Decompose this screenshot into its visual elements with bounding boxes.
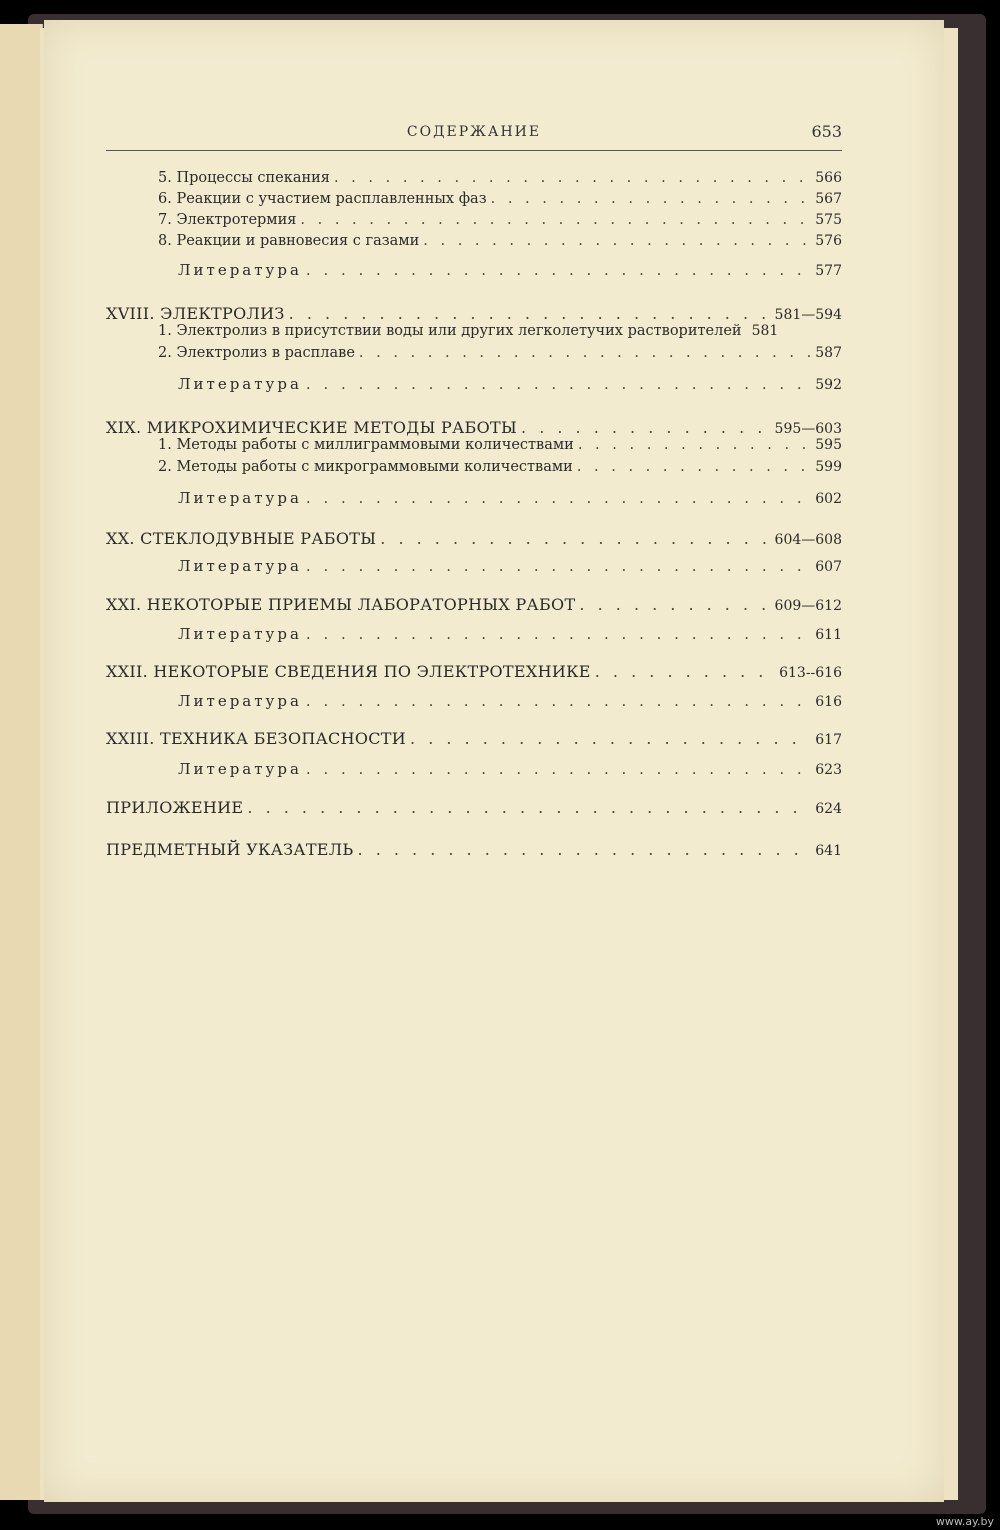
toc-entry-title: Литература [178, 375, 302, 393]
toc-chapter [106, 418, 842, 437]
toc-entry-title: Литература [178, 692, 302, 710]
toc-entry-title: 7. Электротермия [158, 212, 297, 228]
leader-dots [247, 798, 811, 817]
toc-entry-title: Литература [178, 557, 302, 575]
leader-dots [306, 375, 811, 393]
leader-dots [491, 191, 812, 207]
toc-entry-page: 592 [815, 377, 842, 393]
toc-entry-title: XXII. НЕКОТОРЫЕ СВЕДЕНИЯ ПО ЭЛЕКТРОТЕХНИКЕ [106, 662, 591, 681]
toc-entry-page: 595 [815, 437, 842, 453]
leader-dots [289, 304, 771, 323]
leader-dots [577, 459, 811, 475]
toc-entry [106, 323, 842, 339]
leader-dots [306, 557, 811, 575]
toc-entry-title: 1. Методы работы с миллиграммовыми количествами [158, 437, 574, 453]
leader-dots [410, 729, 811, 748]
leader-dots [359, 345, 811, 361]
toc-entry [106, 459, 842, 475]
toc-chapter [106, 662, 842, 681]
toc-entry-title: 2. Методы работы с микрограммовыми количествами [158, 459, 573, 475]
toc-entry-page: 602 [815, 491, 842, 507]
toc-entry-title: Литература [178, 625, 302, 643]
toc-entry-page: 587 [815, 345, 842, 361]
toc-entry-title: XXIII. ТЕХНИКА БЕЗОПАСНОСТИ [106, 729, 407, 748]
leader-dots [358, 840, 812, 859]
leader-dots [380, 529, 770, 548]
toc-entry [106, 437, 842, 453]
toc-entry-page: 617 [815, 732, 842, 748]
toc-entry-literature [106, 692, 842, 710]
toc-entry-page: 609—612 [774, 598, 842, 614]
leader-dots [306, 692, 811, 710]
toc-entry-literature [106, 760, 842, 778]
left-page-edge [0, 24, 43, 1500]
toc-entry-title: 1. Электролиз в присутствии воды или других легколетучих растворителей [158, 323, 742, 339]
toc-entry [106, 233, 842, 249]
leader-dots [306, 625, 811, 643]
leader-dots [423, 233, 811, 249]
leader-dots [306, 489, 811, 507]
toc-entry-page: 577 [815, 263, 842, 279]
toc-entry-page: 641 [815, 843, 842, 859]
leader-dots [578, 437, 811, 453]
toc-entry-title: 8. Реакции и равновесия с газами [158, 233, 420, 249]
toc-entry-title: 6. Реакции с участием расплавленных фаз [158, 191, 487, 207]
toc-entry-literature [106, 557, 842, 575]
leader-dots [300, 212, 811, 228]
toc-entry [106, 212, 842, 228]
leader-dots [595, 662, 775, 681]
toc-entry-title: Литература [178, 760, 302, 778]
toc-entry-title: 2. Электролиз в расплаве [158, 345, 355, 361]
toc-entry-page: 575 [815, 212, 842, 228]
toc-entry-literature [106, 625, 842, 643]
toc-chapter [106, 840, 842, 859]
toc-entry-title: ПРЕДМЕТНЫЙ УКАЗАТЕЛЬ [106, 840, 354, 859]
watermark: www.ay.by [935, 1515, 994, 1528]
toc-entry-page: 566 [815, 170, 842, 186]
toc-entry-title: XX. СТЕКЛОДУВНЫЕ РАБОТЫ [106, 529, 377, 548]
toc-entry-page: 567 [815, 191, 842, 207]
toc-entry-page: 595—603 [774, 421, 842, 437]
running-header [106, 120, 842, 151]
toc-entry-literature [106, 489, 842, 507]
toc-entry-page: 623 [815, 762, 842, 778]
toc-entry-page: 616 [815, 694, 842, 710]
toc-entry [106, 345, 842, 361]
leader-dots [306, 261, 811, 279]
toc-entry-page: 624 [815, 801, 842, 817]
toc-entry-page: 581 [751, 323, 779, 339]
toc-chapter [106, 729, 842, 748]
toc-entry-page: 581—594 [774, 307, 842, 323]
leader-dots [306, 760, 811, 778]
toc-entry-page: 576 [815, 233, 842, 249]
toc-entry-literature [106, 375, 842, 393]
toc-entry-page: 604—608 [774, 532, 842, 548]
toc-chapter [106, 595, 842, 614]
toc-entry [106, 170, 842, 186]
toc-chapter [106, 529, 842, 548]
toc-chapter [106, 304, 842, 323]
header-page-number: 653 [811, 122, 842, 141]
toc-entry-title: XIX. МИКРОХИМИЧЕСКИЕ МЕТОДЫ РАБОТЫ [106, 418, 518, 437]
toc-entry-title: XVIII. ЭЛЕКТРОЛИЗ [106, 304, 285, 323]
leader-dots [334, 170, 811, 186]
toc-entry [106, 191, 842, 207]
toc-entry-page: 613--616 [779, 665, 842, 681]
toc-entry-page: 607 [815, 559, 842, 575]
toc-entry-page: 611 [815, 627, 842, 643]
leader-dots [521, 418, 771, 437]
toc-entry-title: 5. Процессы спекания [158, 170, 330, 186]
toc-entry-title: ПРИЛОЖЕНИЕ [106, 798, 244, 817]
toc-entry-title: Литература [178, 261, 302, 279]
toc-entry-title: XXI. НЕКОТОРЫЕ ПРИЕМЫ ЛАБОРАТОРНЫХ РАБОТ [106, 595, 576, 614]
leader-dots [579, 595, 770, 614]
header-title: СОДЕРЖАНИЕ [406, 124, 542, 140]
toc-entry-title: Литература [178, 489, 302, 507]
toc-entry-page: 599 [815, 459, 842, 475]
toc-chapter [106, 798, 842, 817]
toc-entry-literature [106, 261, 842, 279]
